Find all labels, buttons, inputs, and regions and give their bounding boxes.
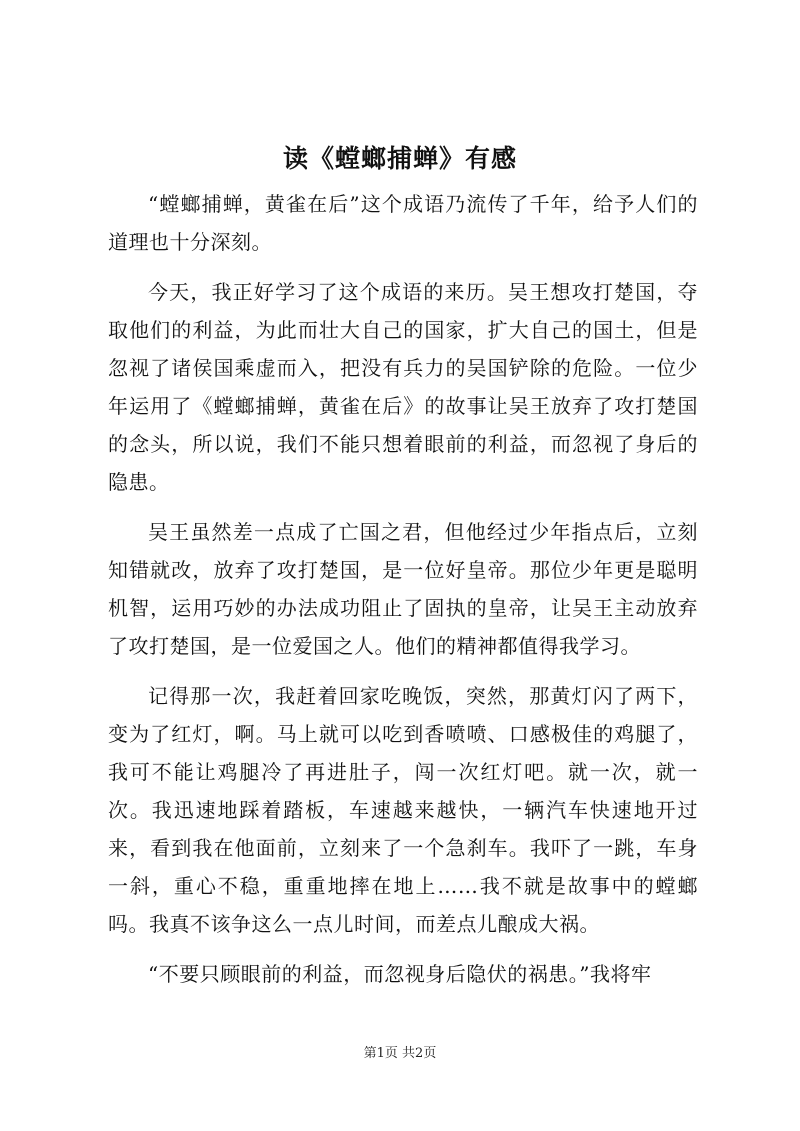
paragraph: 记得那一次，我赶着回家吃晚饭，突然，那黄灯闪了两下，变为了红灯，啊。马上就可以吃到香喷喷、口感极佳的鸡腿了，我可不能让鸡腿冷了再进肚子，闯一次红灯吧。就一次，就一次。我迅速地踩着踏板，车速越来越快，一辆汽车快速地开过来，看到我在他面前，立刻来了一个急刹车。我吓了一跳，车身一斜，重心不稳，重重地摔在地上……我不就是故事中的螳螂吗。我真不该争这么一点儿时间，而差点儿酿成大祸。 — [108, 684, 698, 936]
paragraph: 吴王虽然差一点成了亡国之君，但他经过少年指点后，立刻知错就改，放弃了攻打楚国，是一位好皇帝。那位少年更是聪明机智，运用巧妙的办法成功阻止了固执的皇帝，让吴王主动放弃了攻打楚国，是一位爱国之人。他们的精神都值得我学习。 — [108, 520, 698, 658]
paragraph: “螳螂捕蝉，黄雀在后”这个成语乃流传了千年，给予人们的道理也十分深刻。 — [108, 192, 698, 254]
document-body — [108, 185, 698, 1005]
paragraph: “不要只顾眼前的利益，而忽视身后隐伏的祸患。”我将牢 — [148, 962, 652, 986]
document-title: 读《螳螂捕蝉》有感 — [282, 144, 517, 173]
page-footer: 第1页 共2页 — [363, 1046, 437, 1061]
paragraph: 今天，我正好学习了这个成语的来历。吴王想攻打楚国，夺取他们的利益，为此而壮大自己的国家，扩大自己的国土，但是忽视了诸侯国乘虚而入，把没有兵力的吴国铲除的危险。一位少年运用了《螳螂捕蝉，黄雀在后》的故事让吴王放弃了攻打楚国的念头，所以说，我们不能只想着眼前的利益，而忽视了身后的隐患。 — [108, 280, 698, 494]
